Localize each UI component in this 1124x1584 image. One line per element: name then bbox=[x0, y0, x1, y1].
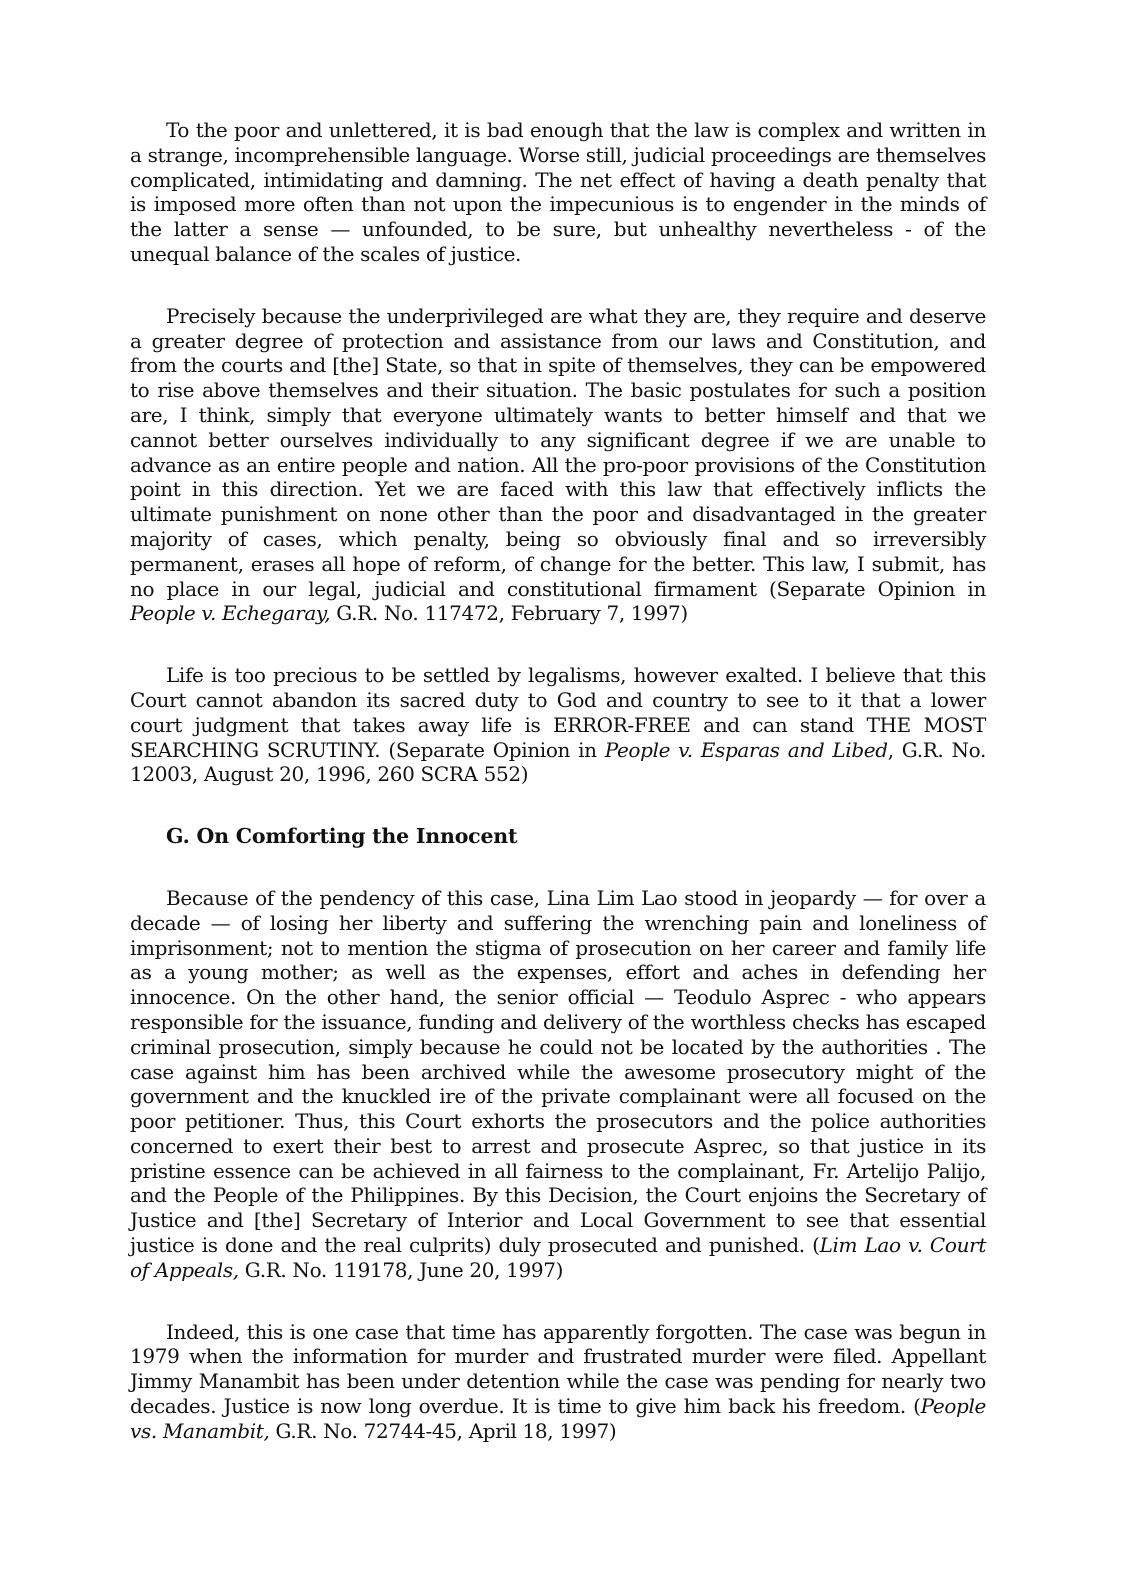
paragraph-poor-and-unlettered bbox=[130, 118, 986, 267]
paragraph-text: Life is too precious to be settled by legalisms, however exalted. I believe that this Court cannot abandon its sacred duty to God and country to see to it that a lower court judgment that takes away life is ERROR-FREE and can stand THE MOST SEARCHING SCRUTINY. (Separate Opinion in bbox=[130, 663, 986, 762]
paragraph-text: Because of the pendency of this case, Lina Lim Lao stood in jeopardy — for over a decade — of losing her liberty and suffering the wrenching pain and loneliness of imprisonment; not to mention the stigma of prosecution on her career and family life as a young mother; as well as the expenses, effort and aches in defending her innocence. On the other hand, the senior official — Teodulo Asprec - who appears responsible for the issuance, funding and delivery of the worthless checks has escaped criminal prosecution, simply because he could not be located by the authorities . The case against him has been archived while the awesome prosecutory might of the government and the knuckled ire of the private complainant were all focused on the poor petitioner. Thus, this Court exhorts the prosecutors and the police authorities concerned to exert their best to arrest and prosecute Asprec, so that justice in its pristine essence can be achieved in all fairness to the complainant, Fr. Artelijo Palijo, and the People of the Philippines. By this Decision, the Court enjoins the Secretary of Justice and [the] Secretary of Interior and Local Government to see that essential justice is done and the real culprits) duly prosecuted and punished. ( bbox=[130, 885, 986, 1258]
document-body bbox=[130, 118, 986, 1444]
paragraph-spacer bbox=[130, 626, 986, 663]
paragraph-spacer bbox=[130, 1283, 986, 1320]
case-citation-echegaray: People v. Echegaray, bbox=[130, 601, 331, 626]
paragraph-text: To the poor and unlettered, it is bad enough that the law is complex and written in a strange, incomprehensible language. Worse still, judicial proceedings are themselves complicated, intimidating and damning. The net effect of having a death penalty that is imposed more often than not upon the impecunious is to engender in the minds of the latter a sense — unfounded, to be sure, but unhealthy nevertheless - of the unequal balance of the scales of justice. bbox=[130, 118, 986, 266]
citation-details: G.R. No. 119178, June 20, 1997) bbox=[238, 1257, 564, 1282]
case-citation-lim-lao: Lim Lao v. Court of Appeals, bbox=[130, 1233, 987, 1282]
case-citation-manambit: People vs. Manambit, bbox=[130, 1394, 986, 1443]
citation-details: , G.R. No. 12003, August 20, 1996, 260 SCRA 552) bbox=[130, 737, 986, 787]
section-heading: G. On Comforting the Innocent bbox=[166, 824, 518, 849]
paragraph-lina-lim-lao bbox=[130, 886, 986, 1283]
paragraph-spacer bbox=[130, 787, 986, 824]
paragraph-text: Indeed, this is one case that time has apparently forgotten. The case was begun in 1979 when the information for murder and frustrated murder were filed. Appellant Jimmy Manambit has been under detention while the case was pending for nearly two decades. Justice is now long overdue. It is time to give him back his freedom. ( bbox=[130, 1319, 986, 1419]
paragraph-life-is-precious bbox=[130, 663, 986, 787]
paragraph-spacer bbox=[130, 267, 986, 304]
paragraph-spacer bbox=[130, 849, 986, 886]
citation-details: G.R. No. 72744-45, April 18, 1997) bbox=[269, 1418, 617, 1443]
citation-details: G.R. No. 117472, February 7, 1997) bbox=[330, 601, 688, 626]
paragraph-underprivileged bbox=[130, 304, 986, 626]
paragraph-text: Precisely because the underprivileged are what they are, they require and deserve a greater degree of protection and assistance from our laws and Constitution, and from the courts and [the] State, so that in spite of themselves, they can be empowered to rise above themselves and their situation. The basic postulates for such a position are, I think, simply that everyone ultimately wants to better himself and that we cannot better ourselves individually to any significant degree if we are unable to advance as an entire people and nation. All the pro-poor provisions of the Constitution point in this direction. Yet we are faced with this law that effectively inflicts the ultimate punishment on none other than the poor and disadvantaged in the greater majority of cases, which penalty, being so obviously final and so irreversibly permanent, erases all hope of reform, of change for the better. This law, I submit, has no place in our legal, judicial and constitutional firmament (Separate Opinion in bbox=[130, 303, 986, 601]
case-citation-esparas: People v. Esparas and Libed bbox=[604, 737, 888, 762]
paragraph-manambit bbox=[130, 1320, 986, 1444]
